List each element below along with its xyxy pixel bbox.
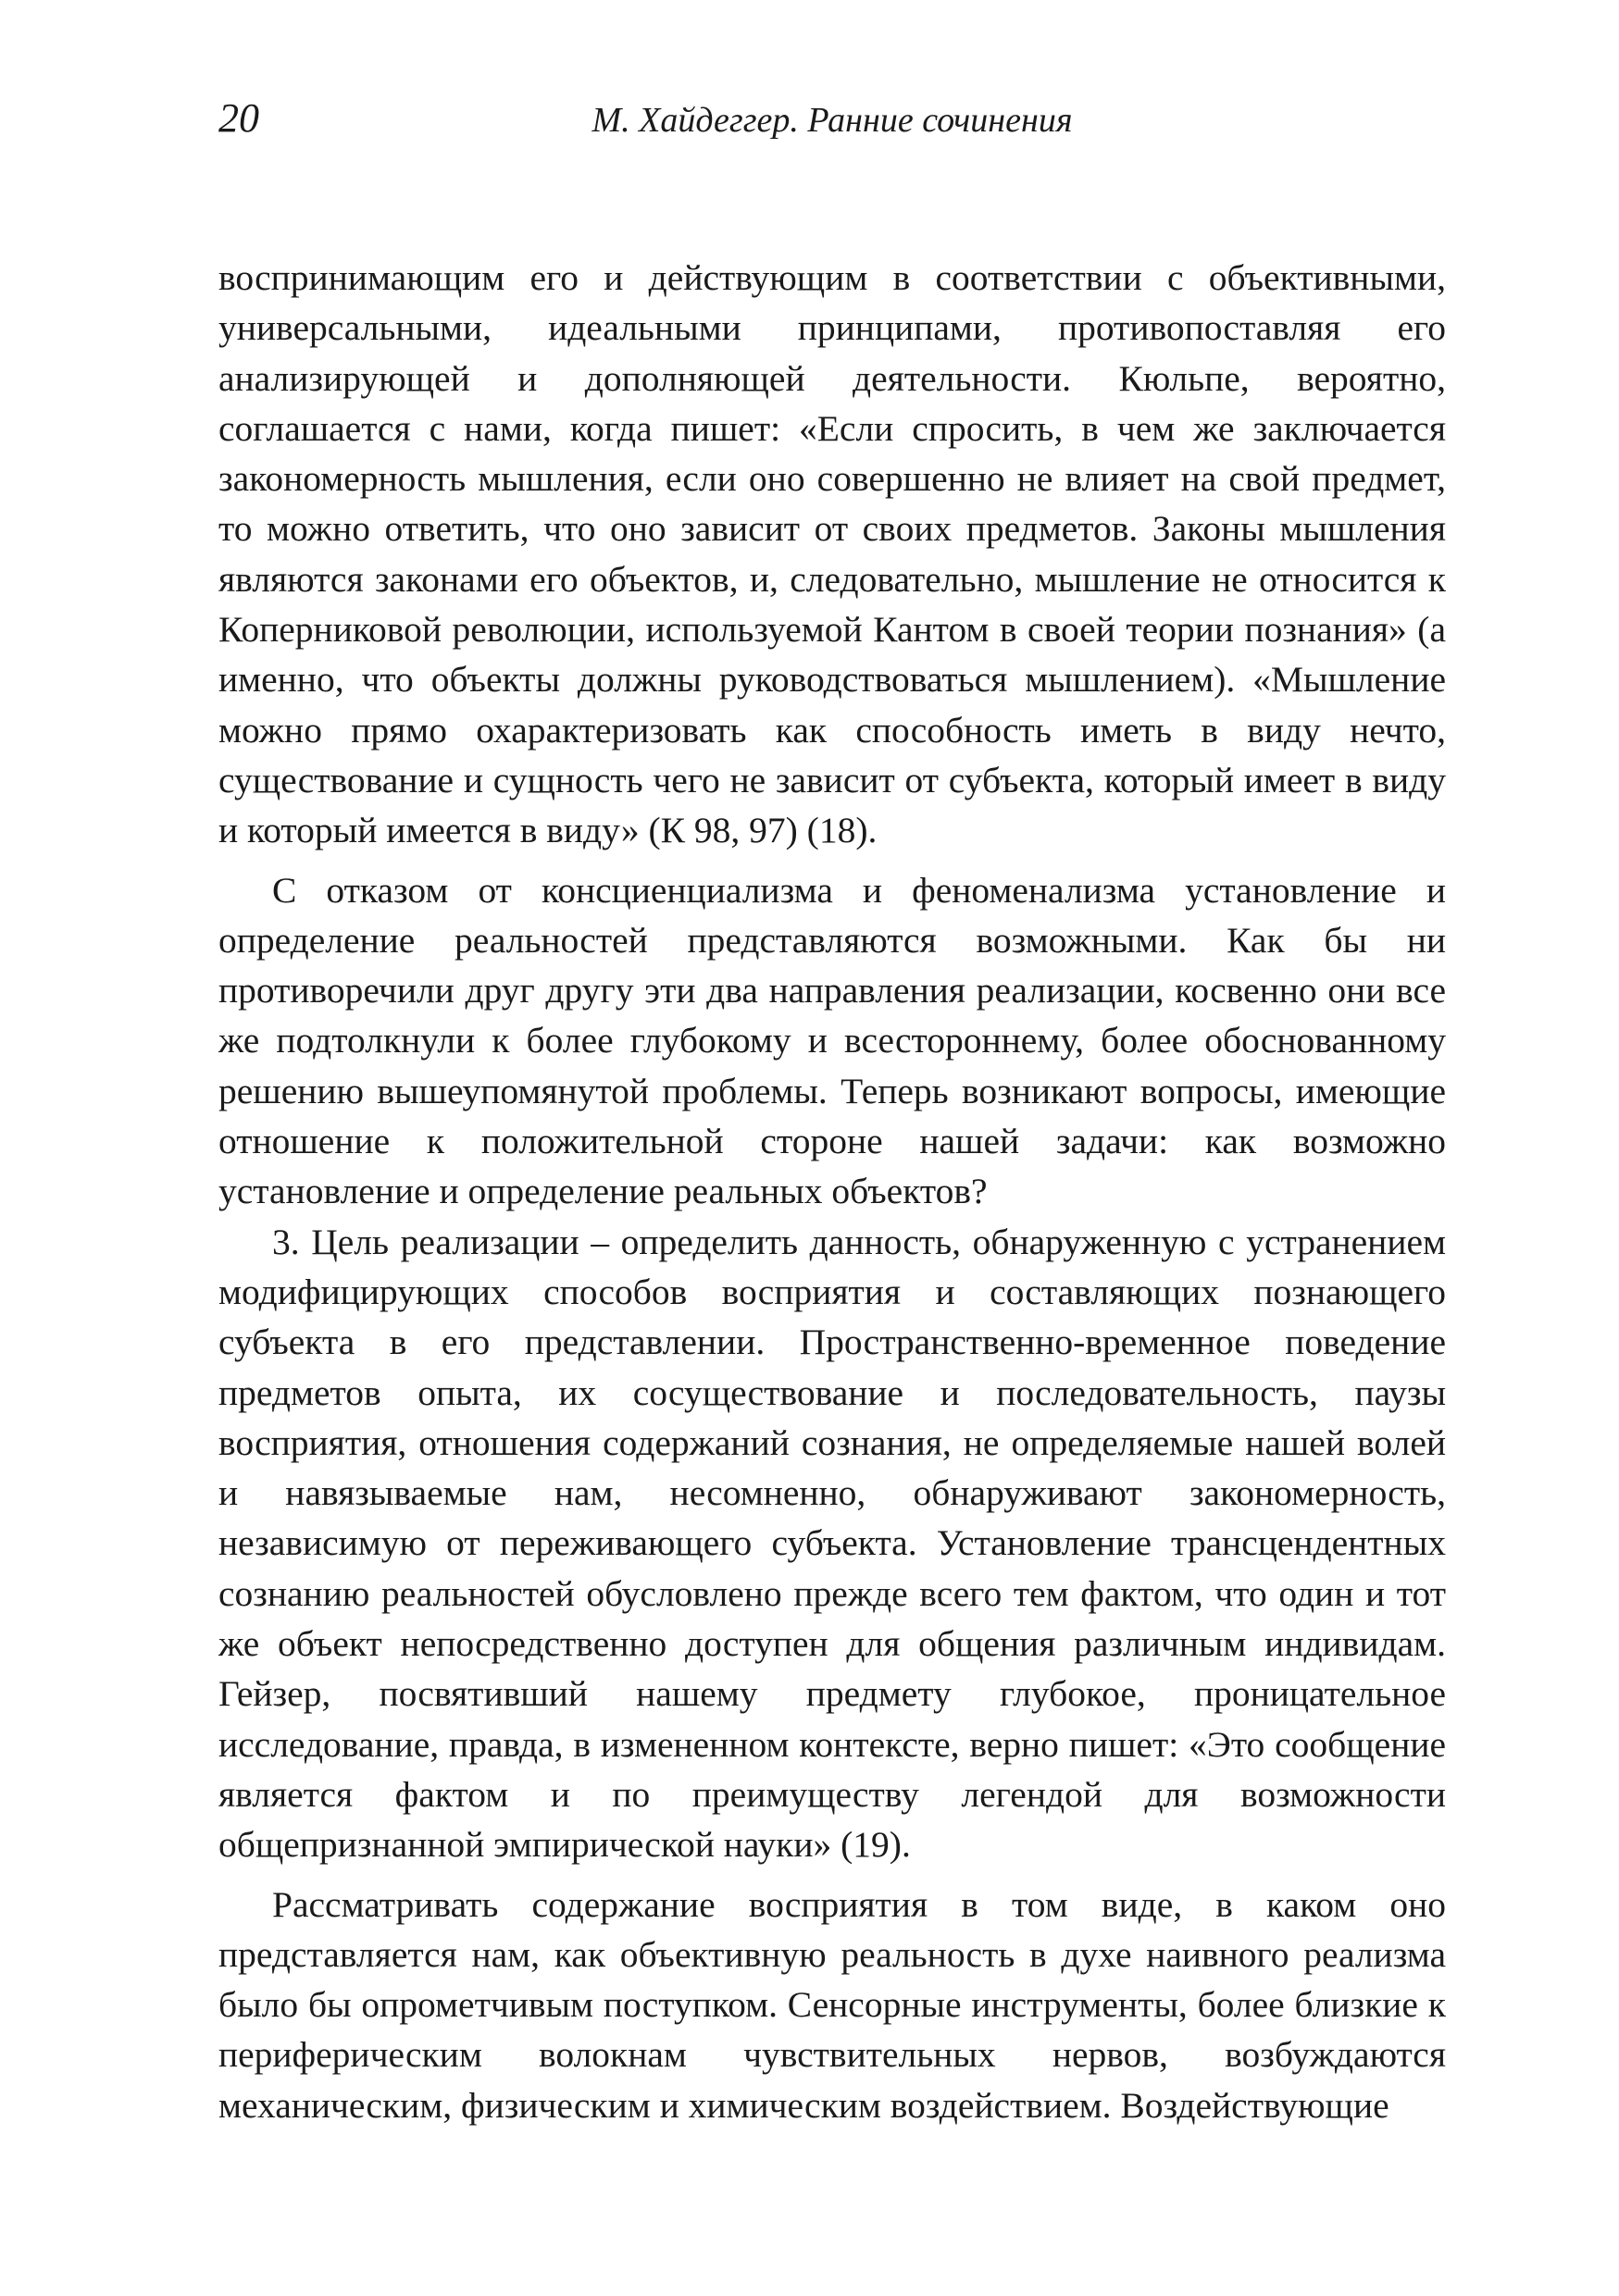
- running-head: [218, 94, 1446, 150]
- page-number: 20: [218, 95, 259, 141]
- running-title: М. Хайдеггер. Ранние сочинения: [592, 101, 1073, 140]
- paragraph-4: Рассматривать содержание восприятия в том виде, в каком оно представляется нам, как объективную реальность в духе наивного реализма было бы опрометчивым поступком. Сенсорные инструменты, более близкие к периферическим волокнам чувствительных нервов, возбуждаются механическим, физическим и химическим воздействием. Воздействующие: [218, 1883, 1446, 2126]
- paragraph-3: 3. Цель реализации – определить данность, обнаруженную с устранением модифицирующих способов восприятия и составляющих познающего субъекта в его представлении. Пространственно-временное поведение предметов опыта, их сосуществование и последовательность, паузы восприятия, отношения содержаний сознания, не определяемые нашей волей и навязываемые нам, несомненно, обнаруживают закономерность, независимую от переживающего субъекта. Установление трансцендентных сознанию реальностей обусловлено прежде всего тем фактом, что один и тот же объект непосредственно доступен для общения различным индивидам. Гейзер, посвятивший нашему предмету глубокое, проницательное исследование, правда, в измененном контексте, верно пишет: «Это сообщение является фактом и по преимуществу легендой для возможности общепризнанной эмпирической науки» (19).: [218, 1221, 1446, 1866]
- paragraph-2: С отказом от консциенциализма и феноменализма установление и определение реальностей представляются возможными. Как бы ни противоречили друг другу эти два направления реализации, косвенно они все же подтолкнули к более глубокому и всестороннему, более обоснованному решению вышеупомянутой проблемы. Теперь возникают вопросы, имеющие отношение к положительной стороне нашей задачи: как возможно установление и определение реальных объектов?: [218, 869, 1446, 1212]
- body-text: [218, 253, 1446, 2130]
- paragraph-1: воспринимающим его и действующим в соответствии с объективными, универсальными, идеальными принципами, противопоставляя его анализирующей и дополняющей деятельности. Кюльпе, вероятно, соглашается с нами, когда пишет: «Если спросить, в чем же заключается закономерность мышления, если оно совершенно не влияет на свой предмет, то можно ответить, что оно зависит от своих предметов. Законы мышления являются законами его объектов, и, следовательно, мышление не относится к Коперниковой революции, используемой Кантом в своей теории познания» (а именно, что объекты должны руководствоваться мышлением). «Мышление можно прямо охарактеризовать как способность иметь в виду нечто, существование и сущность чего не зависит от субъекта, который имеет в виду и который имеется в виду» (К 98, 97) (18).: [218, 257, 1446, 851]
